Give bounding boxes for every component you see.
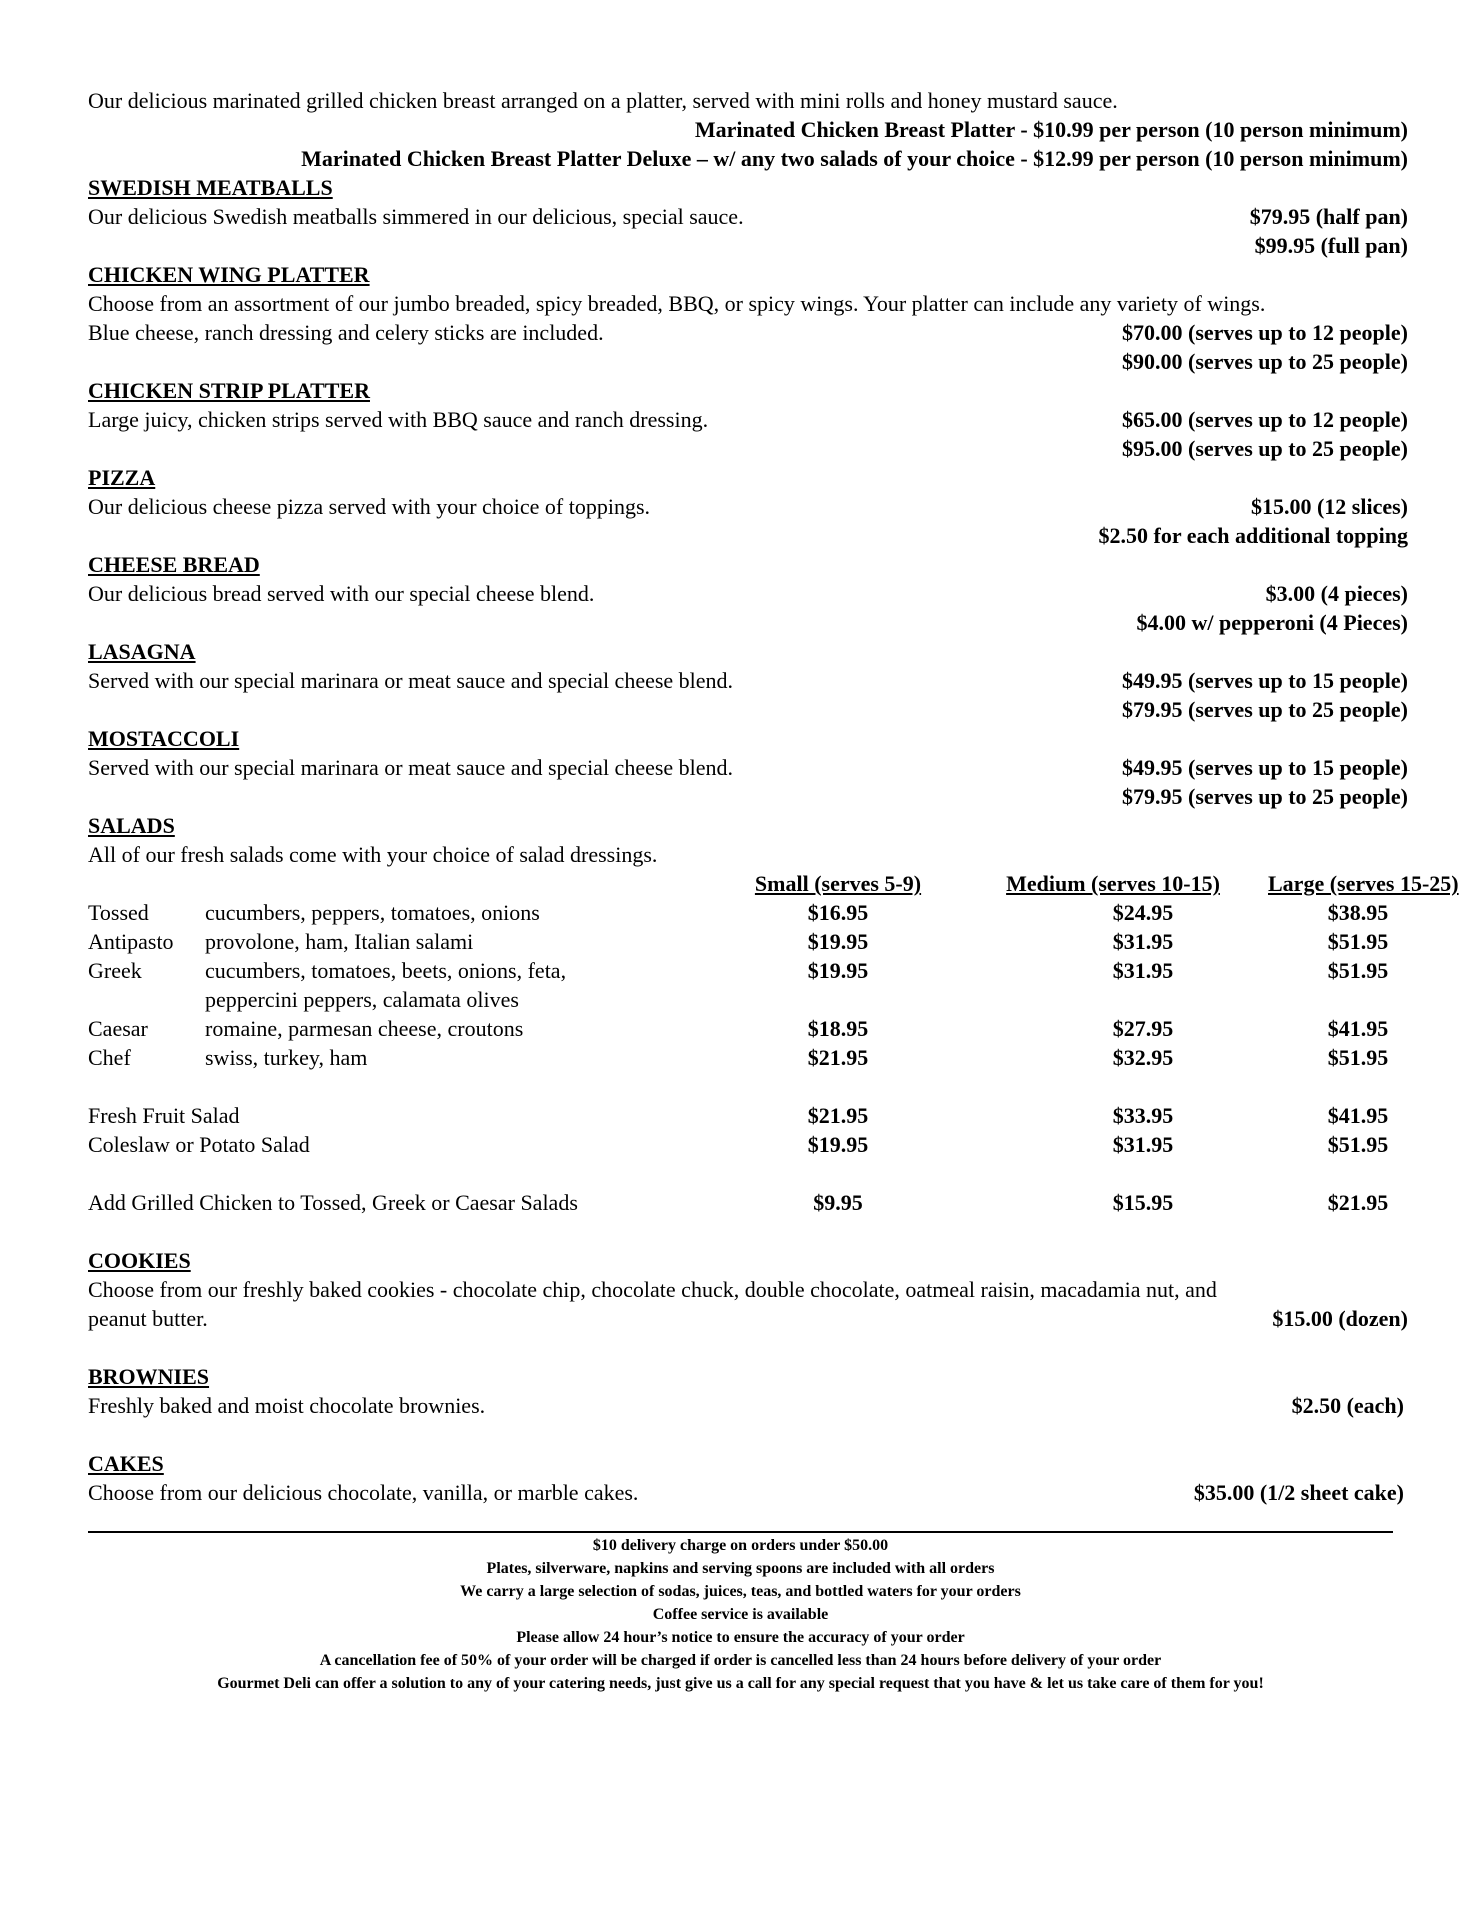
lasagna-price-15: $49.95 (serves up to 15 people) bbox=[1122, 668, 1408, 693]
cheese-bread-pepperoni-price: $4.00 w/ pepperoni (4 Pieces) bbox=[1136, 610, 1408, 635]
salad-price-large: $51.95 bbox=[1327, 929, 1389, 954]
salad-price-small: $18.95 bbox=[807, 1016, 869, 1041]
menu-page bbox=[88, 86, 1459, 1507]
strips-price-25: $95.00 (serves up to 25 people) bbox=[1122, 436, 1408, 461]
mostaccoli-heading: MOSTACCOLI bbox=[88, 726, 240, 751]
salad-row-add-chicken bbox=[88, 1188, 1408, 1217]
salad-price-large: $51.95 bbox=[1327, 958, 1389, 983]
brownies-row bbox=[88, 1391, 1408, 1420]
chicken-breast-deluxe-price: Marinated Chicken Breast Platter Deluxe – w/ any two salads of your choice - $12.99 per person (10 person minimum) bbox=[301, 146, 1408, 171]
salad-price-medium: $24.95 bbox=[1112, 900, 1174, 925]
cheese-bread-row bbox=[88, 579, 1408, 608]
meatballs-price-full: $99.95 (full pan) bbox=[1254, 233, 1408, 258]
salad-price-small: $16.95 bbox=[807, 900, 869, 925]
salad-price-medium: $31.95 bbox=[1112, 958, 1174, 983]
mostaccoli-desc: Served with our special marinara or meat sauce and special cheese blend. bbox=[88, 755, 734, 780]
cheese-bread-price: $3.00 (4 pieces) bbox=[1265, 581, 1408, 606]
salads-heading: SALADS bbox=[88, 813, 175, 838]
cakes-heading: CAKES bbox=[88, 1451, 164, 1476]
salad-row-antipasto bbox=[88, 927, 1408, 956]
pizza-price: $15.00 (12 slices) bbox=[1250, 494, 1408, 519]
cakes-desc: Choose from our delicious chocolate, vanilla, or marble cakes. bbox=[88, 1480, 639, 1505]
lasagna-desc: Served with our special marinara or meat sauce and special cheese blend. bbox=[88, 668, 734, 693]
wings-heading: CHICKEN WING PLATTER bbox=[88, 262, 370, 287]
pizza-row bbox=[88, 492, 1408, 521]
cookies-heading: COOKIES bbox=[88, 1248, 191, 1273]
meatballs-heading: SWEDISH MEATBALLS bbox=[88, 175, 333, 200]
salad-row-greek bbox=[88, 956, 1408, 985]
meatballs-row bbox=[88, 202, 1408, 231]
cookies-desc-2: peanut butter. bbox=[88, 1306, 208, 1331]
cheese-bread-heading: CHEESE BREAD bbox=[88, 552, 260, 577]
salad-row-tossed bbox=[88, 898, 1408, 927]
salad-price-small: $19.95 bbox=[807, 929, 869, 954]
footer-note: Coffee service is available bbox=[652, 1606, 829, 1623]
footer-note: $10 delivery charge on orders under $50.00 bbox=[592, 1537, 889, 1554]
salad-desc: romaine, parmesan cheese, croutons bbox=[205, 1016, 524, 1041]
salad-name: Tossed bbox=[88, 900, 149, 925]
salad-price-large: $38.95 bbox=[1327, 900, 1389, 925]
chicken-breast-desc: Our delicious marinated grilled chicken breast arranged on a platter, served with mini rolls and honey mustard sauce. bbox=[88, 88, 1118, 113]
brownies-desc: Freshly baked and moist chocolate brownies. bbox=[88, 1393, 486, 1418]
footer-divider bbox=[88, 1531, 1393, 1533]
meatballs-desc: Our delicious Swedish meatballs simmered in our delicious, special sauce. bbox=[88, 204, 744, 229]
salad-price-medium: $31.95 bbox=[1112, 929, 1174, 954]
salad-row-fruit bbox=[88, 1101, 1408, 1130]
salad-price-large: $21.95 bbox=[1327, 1190, 1389, 1215]
salad-price-medium: $15.95 bbox=[1112, 1190, 1174, 1215]
lasagna-row bbox=[88, 666, 1408, 695]
salad-name: Add Grilled Chicken to Tossed, Greek or Caesar Salads bbox=[88, 1190, 578, 1215]
salad-desc: swiss, turkey, ham bbox=[205, 1045, 368, 1070]
salad-name: Coleslaw or Potato Salad bbox=[88, 1132, 310, 1157]
lasagna-price-25: $79.95 (serves up to 25 people) bbox=[1122, 697, 1408, 722]
strips-price-12: $65.00 (serves up to 12 people) bbox=[1122, 407, 1408, 432]
brownies-price: $2.50 (each) bbox=[1291, 1393, 1404, 1418]
brownies-heading: BROWNIES bbox=[88, 1364, 210, 1389]
salads-desc: All of our fresh salads come with your choice of salad dressings. bbox=[88, 842, 658, 867]
wings-row bbox=[88, 318, 1408, 347]
footer-note: Please allow 24 hour’s notice to ensure the accuracy of your order bbox=[516, 1629, 965, 1646]
salad-price-small: $21.95 bbox=[807, 1045, 869, 1070]
cheese-bread-desc: Our delicious bread served with our special cheese blend. bbox=[88, 581, 595, 606]
strips-desc: Large juicy, chicken strips served with BBQ sauce and ranch dressing. bbox=[88, 407, 709, 432]
salad-price-small: $21.95 bbox=[807, 1103, 869, 1128]
wings-desc-1: Choose from an assortment of our jumbo breaded, spicy breaded, BBQ, or spicy wings. Your platter can include any variety of wings. bbox=[88, 291, 1266, 316]
salad-price-medium: $33.95 bbox=[1112, 1103, 1174, 1128]
cookies-row bbox=[88, 1304, 1408, 1333]
lasagna-heading: LASAGNA bbox=[88, 639, 196, 664]
wings-price-25: $90.00 (serves up to 25 people) bbox=[1122, 349, 1408, 374]
salads-column-headers bbox=[88, 869, 1459, 898]
strips-row bbox=[88, 405, 1408, 434]
footer-note: We carry a large selection of sodas, juices, teas, and bottled waters for your orders bbox=[460, 1583, 1021, 1600]
salads-col-small: Small (serves 5-9) bbox=[754, 871, 922, 896]
pizza-desc: Our delicious cheese pizza served with your choice of toppings. bbox=[88, 494, 651, 519]
mostaccoli-price-25: $79.95 (serves up to 25 people) bbox=[1122, 784, 1408, 809]
meatballs-price-half: $79.95 (half pan) bbox=[1249, 204, 1408, 229]
pizza-heading: PIZZA bbox=[88, 465, 156, 490]
salad-desc: provolone, ham, Italian salami bbox=[205, 929, 474, 954]
salad-price-medium: $31.95 bbox=[1112, 1132, 1174, 1157]
salad-name: Chef bbox=[88, 1045, 131, 1070]
salad-name: Antipasto bbox=[88, 929, 174, 954]
salad-row-caesar bbox=[88, 1014, 1408, 1043]
salads-col-large: Large (serves 15-25) bbox=[1268, 871, 1459, 896]
mostaccoli-row bbox=[88, 753, 1408, 782]
salad-name: Greek bbox=[88, 958, 142, 983]
footer-note: Gourmet Deli can offer a solution to any of your catering needs, just give us a call for any special request that you have & let us take care of them for you! bbox=[217, 1675, 1264, 1692]
cakes-row bbox=[88, 1478, 1408, 1507]
wings-price-12: $70.00 (serves up to 12 people) bbox=[1122, 320, 1408, 345]
cookies-desc-1: Choose from our freshly baked cookies - chocolate chip, chocolate chuck, double chocolate, oatmeal raisin, macadamia nut, and bbox=[88, 1277, 1217, 1302]
mostaccoli-price-15: $49.95 (serves up to 15 people) bbox=[1122, 755, 1408, 780]
salad-price-medium: $27.95 bbox=[1112, 1016, 1174, 1041]
cookies-price: $15.00 (dozen) bbox=[1272, 1306, 1408, 1331]
wings-desc-2: Blue cheese, ranch dressing and celery sticks are included. bbox=[88, 320, 604, 345]
chicken-breast-price: Marinated Chicken Breast Platter - $10.99 per person (10 person minimum) bbox=[694, 117, 1408, 142]
salad-price-small: $19.95 bbox=[807, 958, 869, 983]
salad-row-chef bbox=[88, 1043, 1408, 1072]
salad-row-greek-cont bbox=[88, 985, 1408, 1014]
footer-notes bbox=[88, 1534, 1393, 1695]
cakes-price: $35.00 (1/2 sheet cake) bbox=[1193, 1480, 1404, 1505]
salad-price-large: $51.95 bbox=[1327, 1045, 1389, 1070]
salad-desc-continued: peppercini peppers, calamata olives bbox=[205, 987, 519, 1012]
salad-price-small: $9.95 bbox=[813, 1190, 863, 1215]
pizza-topping-price: $2.50 for each additional topping bbox=[1098, 523, 1408, 548]
salad-desc: cucumbers, tomatoes, beets, onions, feta, bbox=[205, 958, 567, 983]
salads-col-medium: Medium (serves 10-15) bbox=[1006, 871, 1220, 896]
salad-price-large: $51.95 bbox=[1327, 1132, 1389, 1157]
salad-name: Caesar bbox=[88, 1016, 148, 1041]
footer-note: Plates, silverware, napkins and serving spoons are included with all orders bbox=[486, 1560, 995, 1577]
strips-heading: CHICKEN STRIP PLATTER bbox=[88, 378, 370, 403]
footer-note: A cancellation fee of 50% of your order will be charged if order is cancelled less than 24 hours before delivery of your order bbox=[319, 1652, 1162, 1669]
salad-desc: cucumbers, peppers, tomatoes, onions bbox=[205, 900, 540, 925]
salad-row-coleslaw bbox=[88, 1130, 1408, 1159]
salad-price-large: $41.95 bbox=[1327, 1103, 1389, 1128]
salad-price-large: $41.95 bbox=[1327, 1016, 1389, 1041]
salad-price-medium: $32.95 bbox=[1112, 1045, 1174, 1070]
salad-price-small: $19.95 bbox=[807, 1132, 869, 1157]
salad-name: Fresh Fruit Salad bbox=[88, 1103, 240, 1128]
